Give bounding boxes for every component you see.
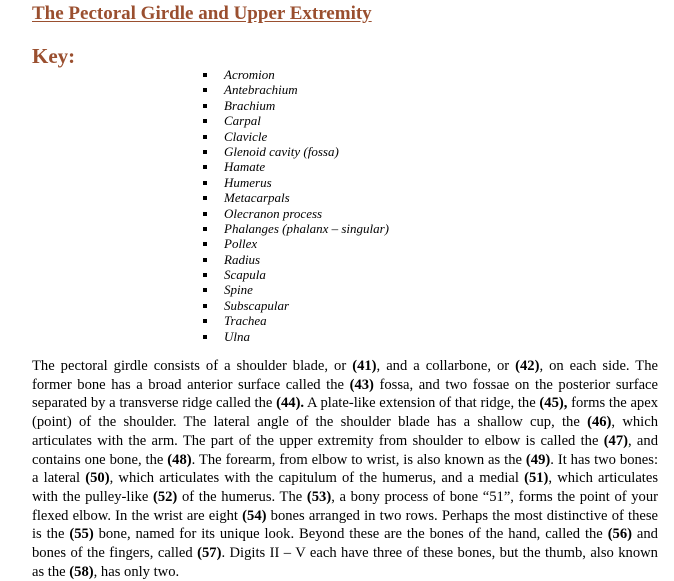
paragraph-text: , and a collarbone, or <box>376 358 516 374</box>
paragraph-text: . It has two bones: a lateral <box>32 451 658 487</box>
blank-number: (52) <box>152 488 178 505</box>
paragraph-text: , and contains one bone, the <box>32 432 658 468</box>
blank-number: (45), <box>539 395 568 412</box>
key-term: Subscapular <box>200 298 389 313</box>
key-term: Brachium <box>200 98 389 113</box>
paragraph-text: A plate-like extension of that ridge, the <box>304 395 540 412</box>
key-term: Metacarpals <box>200 190 389 205</box>
key-term: Radius <box>200 252 389 267</box>
key-term: Phalanges (phalanx – singular) <box>200 221 389 236</box>
key-term: Hamate <box>200 159 389 174</box>
key-term: Glenoid cavity (fossa) <box>200 144 389 159</box>
paragraph-text: , on each side. The former bone has a broad anterior surface called the <box>32 358 658 393</box>
paragraph-text: of the humerus. The <box>177 488 307 505</box>
paragraph-text: bone, named for its unique look. Beyond these are the bones of the hand, called the <box>93 526 608 543</box>
key-term-list <box>200 67 389 344</box>
blank-number: (46) <box>587 414 612 431</box>
blank-number: (55) <box>69 526 94 543</box>
blank-number: (58) <box>69 563 94 580</box>
paragraph-text: The pectoral girdle consists of a shoulder blade, or <box>32 358 353 374</box>
key-term: Clavicle <box>200 129 389 144</box>
blank-number: (44). <box>276 395 305 412</box>
paragraph-text: , has only two. <box>93 563 180 580</box>
blank-number: (50) <box>85 470 110 487</box>
paragraph-text: bones arranged in two rows. Perhaps the most distinctive of these is the <box>32 507 658 543</box>
blank-number: (53) <box>306 488 332 505</box>
key-term: Spine <box>200 282 389 297</box>
paragraph-text: . The forearm, from elbow to wrist, is also known as the <box>191 451 526 468</box>
blank-number: (41) <box>352 358 377 374</box>
paragraph-text: and bones of the fingers, called <box>32 526 658 562</box>
paragraph-text: , which articulates with the arm. The part of the upper extremity from shoulder to elbow is called the <box>32 414 658 449</box>
key-term: Ulna <box>200 329 389 344</box>
paragraph-text: fossa, and two fossae on the posterior surface separated by a transverse ridge called the <box>32 376 658 412</box>
key-term: Carpal <box>200 113 389 128</box>
paragraph-text: , which articulates with the pulley-like <box>32 470 659 505</box>
page-title: The Pectoral Girdle and Upper Extremity <box>32 3 372 24</box>
blank-number: (57) <box>197 545 222 562</box>
blank-number: (48) <box>167 451 192 468</box>
key-term: Olecranon process <box>200 206 389 221</box>
fill-in-paragraph <box>32 357 658 581</box>
paragraph-text: , a bony process of bone “51”, forms the point of your flexed elbow. In the wrist are eight <box>32 488 659 524</box>
blank-number: (49) <box>525 451 551 468</box>
key-term: Scapula <box>200 267 389 282</box>
paragraph-text: . Digits II – V each have three of these bones, but the thumb, also known as the <box>32 545 658 580</box>
blank-number: (51) <box>524 470 549 487</box>
blank-number: (54) <box>242 507 267 524</box>
paragraph-text: forms the apex (point) of the shoulder. The lateral angle of the shoulder blade has a shallow cup, the <box>32 395 658 431</box>
key-heading: Key: <box>32 44 76 68</box>
blank-number: (56) <box>607 526 633 543</box>
key-term: Trachea <box>200 313 389 328</box>
blank-number: (43) <box>349 376 374 393</box>
blank-number: (42) <box>515 358 540 374</box>
blank-number: (47) <box>603 432 629 449</box>
key-term: Acromion <box>200 67 389 82</box>
key-term: Humerus <box>200 175 389 190</box>
key-term: Antebrachium <box>200 82 389 97</box>
key-term: Pollex <box>200 236 389 251</box>
paragraph-text: , which articulates with the capitulum of the humerus, and a medial <box>109 470 525 487</box>
